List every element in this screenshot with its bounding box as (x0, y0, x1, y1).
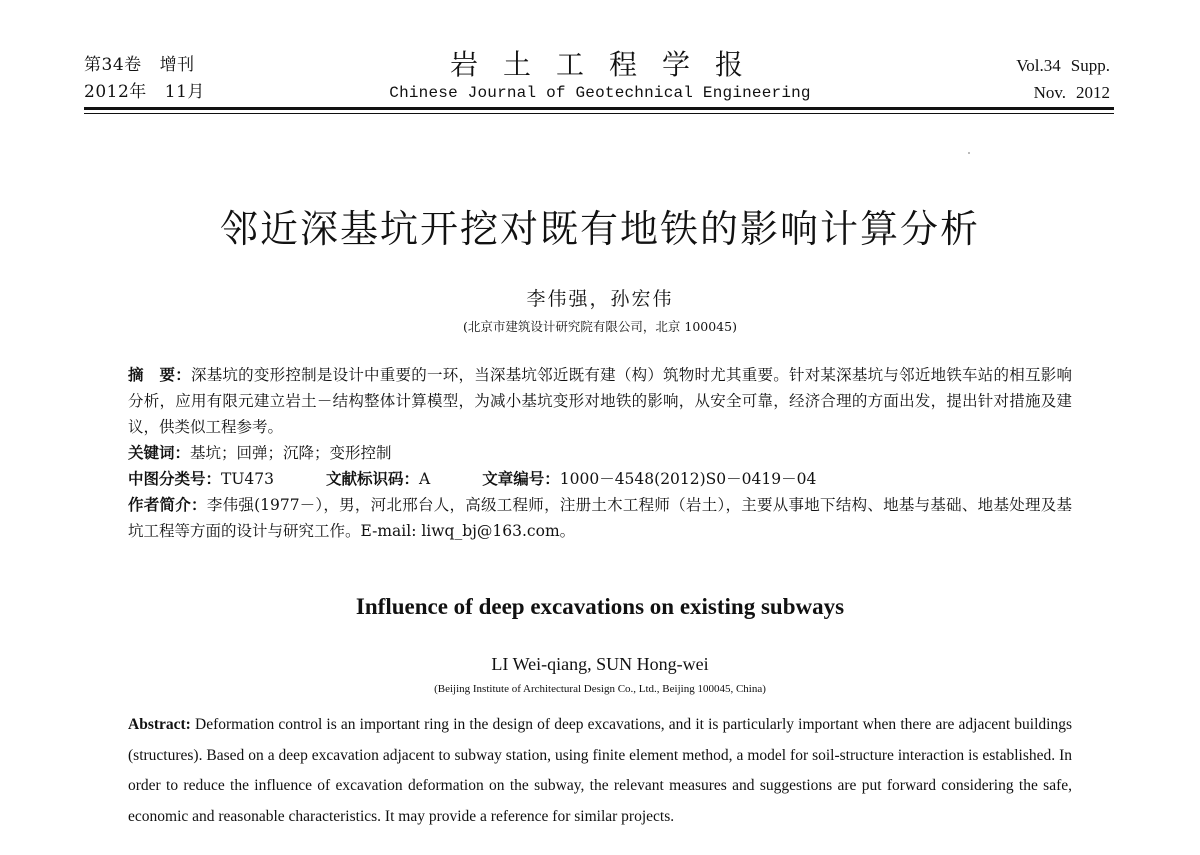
volume-en: Vol.34 (1016, 56, 1061, 75)
paper-title-en: Influence of deep excavations on existing subways (355, 594, 845, 619)
month-en: Nov. (1033, 83, 1066, 102)
abstract-text-en: Deformation control is an important ring in the design of deep excavations, and it is particularly important when there are adjacent buildings (structures). Based on a deep excavation adjacent to subway station, using finite element method, a model for soil-structure interaction is established. In order to reduce the influence of excavation deformation on the subway, the relevant measures and suggestions are put forward considering the safe, economic and reasonable characteristics. It may provide a reference for similar projects. (128, 716, 1073, 825)
article-no-label: 文章编号： (482, 469, 560, 488)
supplement-en: Supp. (1070, 56, 1110, 75)
abstract-label-cn: 摘 要： (128, 365, 191, 384)
clc-value: TU473 (221, 470, 275, 488)
abstract-cn (128, 362, 1072, 440)
header-rule-thin (84, 113, 1114, 114)
header-right-row-1 (1016, 52, 1110, 79)
keywords-text-cn: 基坑；回弹；沉降；变形控制 (190, 444, 392, 462)
article-no-value: 1000－4548(2012)S0－0419－04 (559, 470, 817, 488)
authors-cn: 李伟强，孙宏伟 (526, 288, 674, 310)
affiliation-cn: (北京市建筑设计研究院有限公司，北京 100045) (463, 319, 737, 334)
year-cn: 2012年 (84, 82, 147, 102)
journal-name-en: Chinese Journal of Geotechnical Engineering (389, 84, 811, 102)
affiliation-en: (Beijing Institute of Architectural Design Co., Ltd., Beijing 100045, China) (434, 683, 766, 695)
keywords-label-cn: 关键词： (128, 443, 191, 462)
scan-speck (968, 152, 970, 154)
journal-name-cn: 岩土工程学报 (449, 48, 768, 81)
issue-cn: 增刊 (159, 55, 195, 75)
doc-code-value: A (419, 470, 431, 488)
abstract-en (128, 710, 1072, 832)
abstract-text-cn: 深基坑的变形控制是设计中重要的一环，当深基坑邻近既有建（构）筑物时尤其重要。针对某深基坑与邻近地铁车站的相互影响分析，应用有限元建立岩土－结构整体计算模型，为减小基坑变形对地铁的影响，从安全可靠，经济合理的方面出发，提出针对措施及建议，供类似工程参考。 (128, 366, 1072, 436)
header-right-row-2 (1016, 79, 1110, 106)
year-en: 2012 (1076, 83, 1110, 102)
header-right (1016, 52, 1110, 106)
paper-title-cn: 邻近深基坑开挖对既有地铁的影响计算分析 (219, 207, 980, 251)
clc-label: 中图分类号： (128, 469, 222, 488)
bio-text-cn: 李伟强(1977－），男，河北邢台人，高级工程师，注册土木工程师（岩土），主要从事地下结构、地基与基础、地基处理及基坑工程等方面的设计与研究工作。E-mail: liwq_bj@163.com。 (128, 496, 1072, 540)
author-bio-cn (128, 492, 1072, 544)
doc-code-label: 文献标识码： (326, 469, 420, 488)
keywords-cn (128, 440, 1072, 466)
abstract-block-cn (128, 362, 1072, 544)
volume-cn: 第34卷 (84, 55, 142, 75)
month-cn: 11月 (164, 82, 205, 102)
classification-line (128, 466, 1072, 492)
header-rule-thick (84, 107, 1114, 110)
bio-label-cn: 作者简介： (128, 495, 207, 514)
authors-en: LI Wei-qiang, SUN Hong-wei (491, 654, 709, 674)
abstract-label-en: Abstract: (128, 716, 191, 733)
